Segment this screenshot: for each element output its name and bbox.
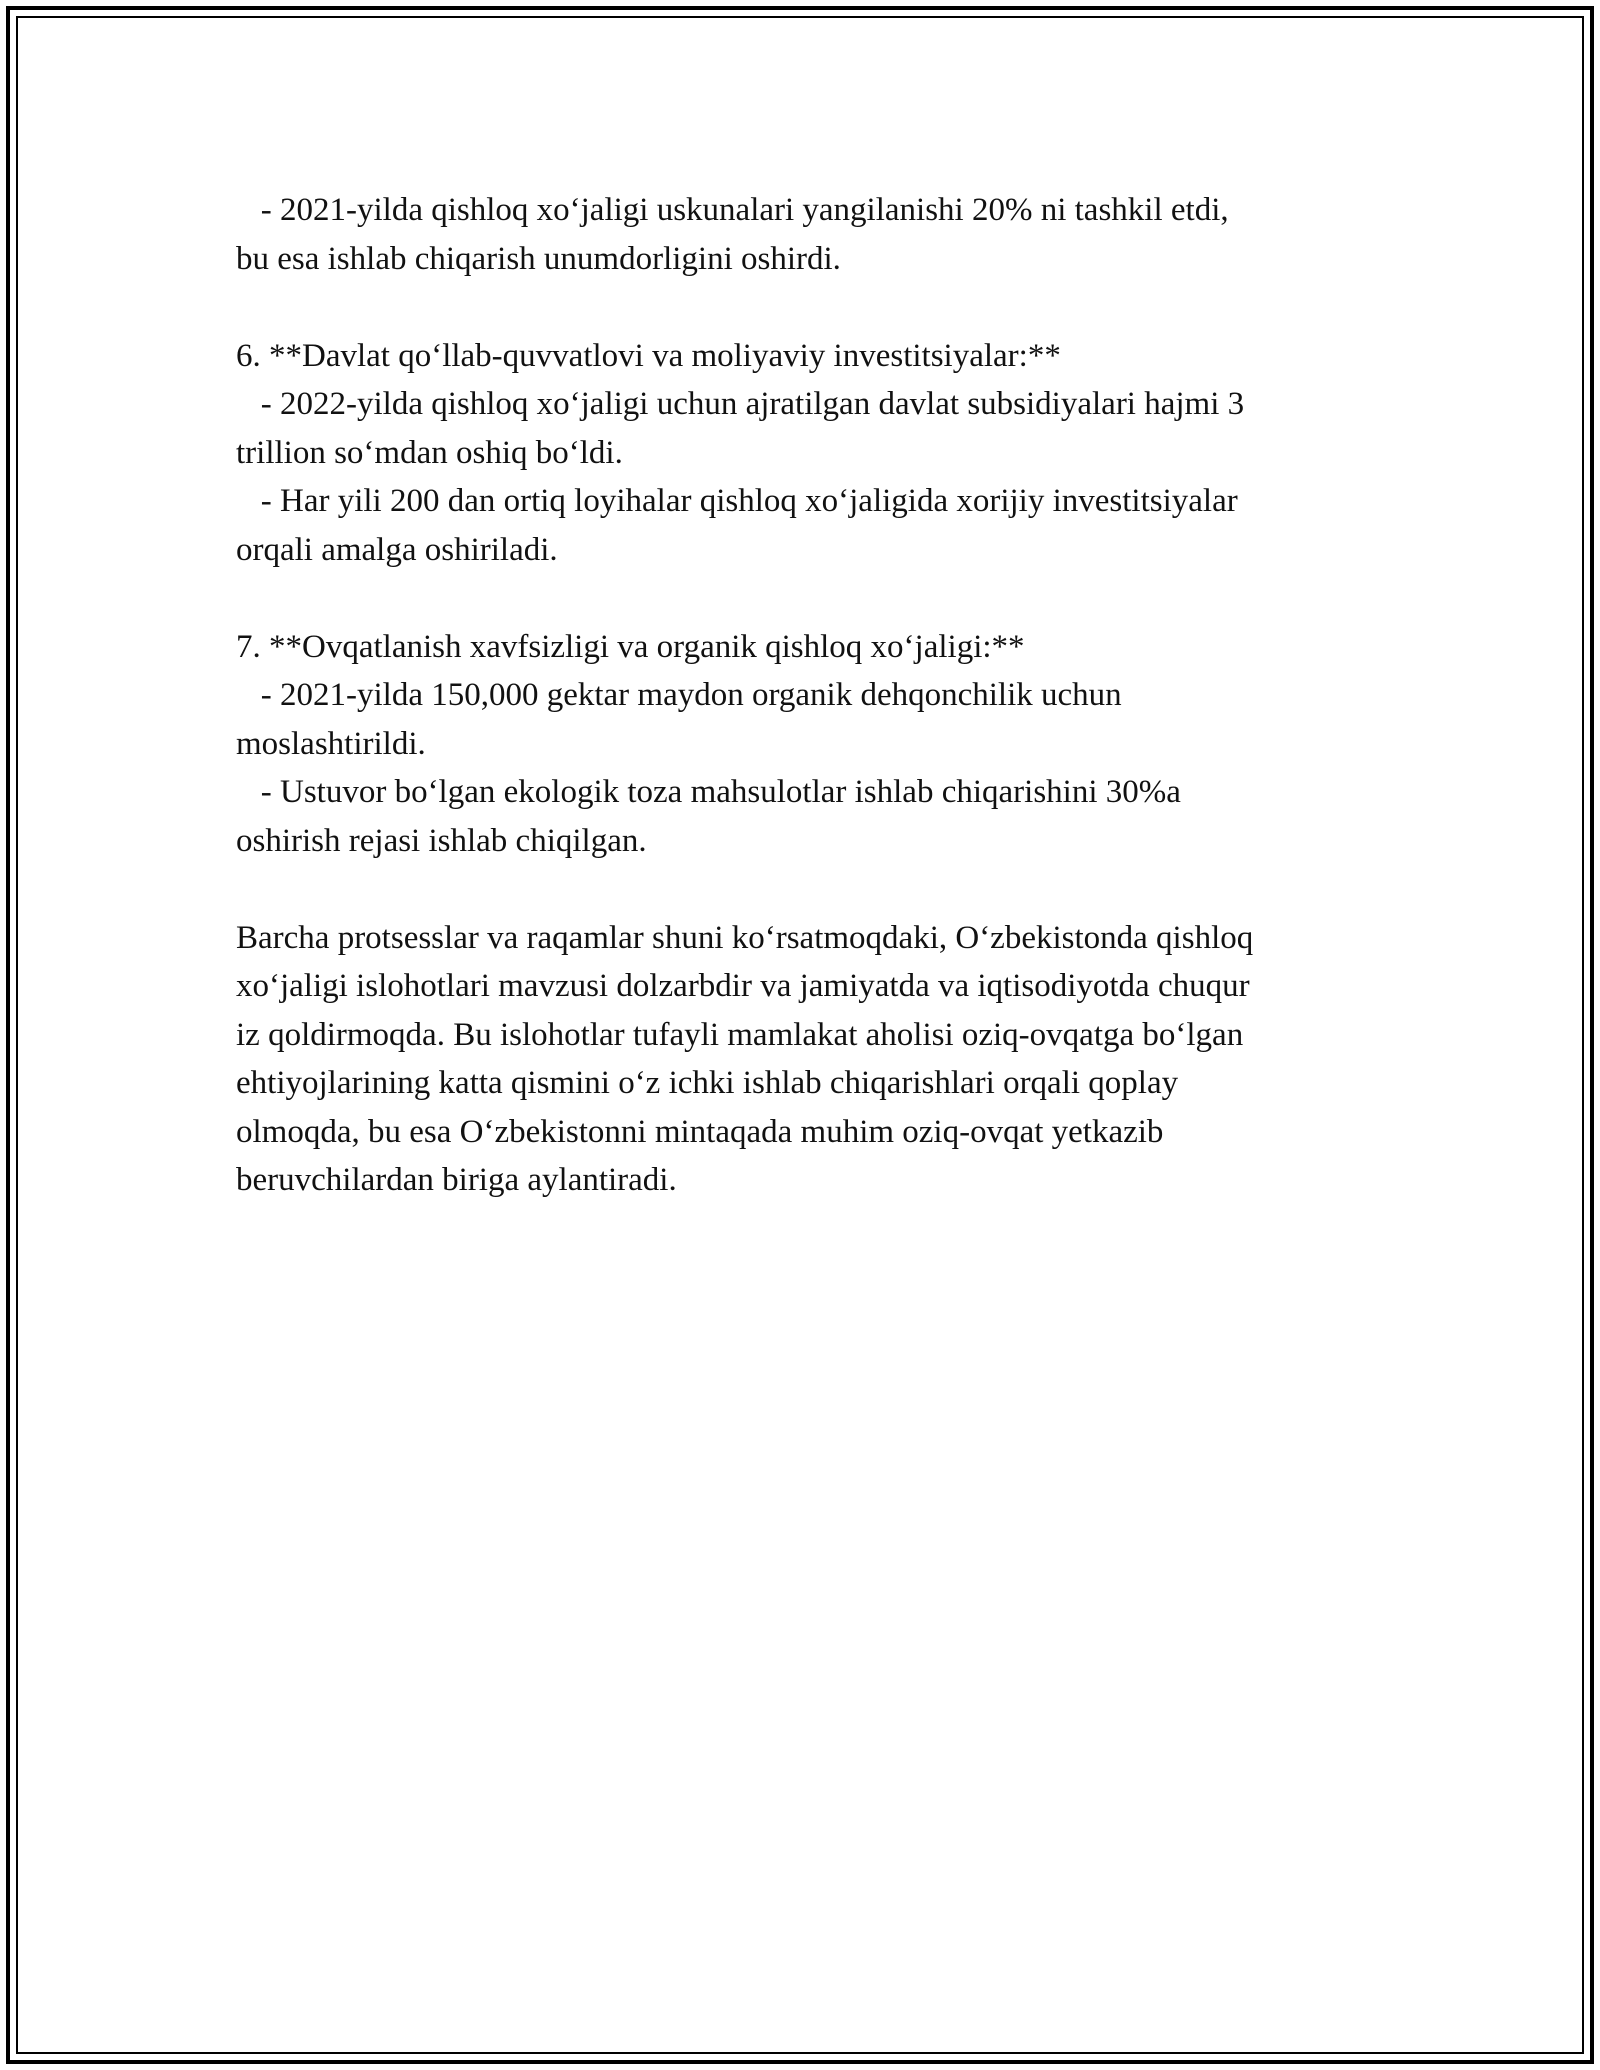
text-line: - 2021-yilda qishloq xo‘jaligi uskunalari yangilanishi 20% ni tashkil etdi,: [236, 192, 1229, 228]
text-line: olmoqda, bu esa O‘zbekistonni mintaqada muhim oziq-ovqat yetkazib: [236, 1113, 1164, 1150]
text-line: iz qoldirmoqda. Bu islohotlar tufayli mamlakat aholisi oziq-ovqatga bo‘lgan: [236, 1016, 1244, 1053]
text-line: ehtiyojlarining katta qismini o‘z ichki ishlab chiqarishlari orqali qoplay: [236, 1065, 1179, 1101]
text-line: - Ustuvor bo‘lgan ekologik toza mahsulotlar ishlab chiqarishini 30%a: [236, 774, 1181, 810]
text-line: orqali amalga oshiriladi.: [236, 531, 558, 568]
paragraph-conclusion: [236, 914, 1396, 1205]
section-heading: 6. **Davlat qo‘llab-quvvatlovi va moliyaviy investitsiyalar:**: [236, 337, 1061, 374]
text-line: Barcha protsesslar va raqamlar shuni ko‘rsatmoqdaki, O‘zbekistonda qishloq: [236, 919, 1254, 956]
section-6-state-support: [236, 332, 1396, 575]
section-7-food-security: [236, 623, 1396, 866]
paragraph-gap: [236, 283, 1396, 332]
document-body: [236, 186, 1396, 1205]
text-line: bu esa ishlab chiqarish unumdorligini oshirdi.: [236, 240, 841, 277]
paragraph-equipment-update: [236, 186, 1396, 283]
paragraph-gap: [236, 865, 1396, 914]
paragraph-gap: [236, 574, 1396, 623]
text-line: trillion so‘mdan oshiq bo‘ldi.: [236, 434, 623, 471]
text-line: oshirish rejasi ishlab chiqilgan.: [236, 822, 647, 859]
section-heading: 7. **Ovqatlanish xavfsizligi va organik qishloq xo‘jaligi:**: [236, 628, 1025, 665]
text-line: beruvchilardan biriga aylantiradi.: [236, 1162, 677, 1198]
text-line: - 2021-yilda 150,000 gektar maydon organik dehqonchilik uchun: [236, 677, 1122, 713]
text-line: moslashtirildi.: [236, 725, 426, 762]
text-line: - Har yili 200 dan ortiq loyihalar qishloq xo‘jaligida xorijiy investitsiyalar: [236, 483, 1238, 519]
text-line: xo‘jaligi islohotlari mavzusi dolzarbdir va jamiyatda va iqtisodiyotda chuqur: [236, 968, 1250, 1004]
text-line: - 2022-yilda qishloq xo‘jaligi uchun ajratilgan davlat subsidiyalari hajmi 3: [236, 386, 1245, 422]
